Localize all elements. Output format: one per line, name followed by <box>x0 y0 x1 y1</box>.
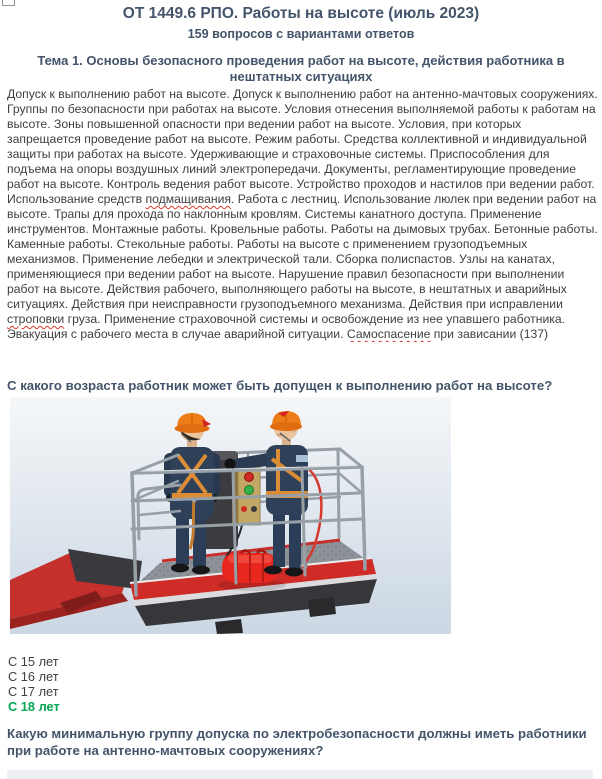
text-run: груза. Применение страховочной системы и освобождение из нее упавшего работника. Эвакуация с рабочего места в случае аварийной ситуации. <box>7 312 566 341</box>
question-2: Какую минимальную группу допуска по электробезопасности должны иметь работники при работе на антенно-мачтовых сооружениях? <box>7 726 587 758</box>
next-illustration-edge <box>7 770 593 779</box>
text-run: . Работа с лестниц. Использование люлек при ведении работ на высоте. Трапы для прохода по наклонным кровлям. Системы канатного доступа. Применение инструментов. Монтажные работы. Кровельные работы. Работы на дымовых трубах. Бетонные работы. Каменные работы. Стекольные работы. Работы на высоте с применением грузоподъемных механизмов. Применение лебедки и электрической тали. Сборка полиспастов. Узлы на канатах, применяющиеся при ведении работ на высоте. Нарушение правил безопасности при выполнении работ на высоте. Действия рабочего, выполняющего работы на высоте, в нештатных и аварийных ситуациях. Действия при неисправности грузоподъемного механизма. Действия при исправлении <box>7 192 598 311</box>
page-subtitle: 159 вопросов с вариантами ответов <box>187 27 415 41</box>
answers-list <box>8 654 60 714</box>
answer-option-correct: С 18 лет <box>8 699 60 714</box>
answer-option: С 15 лет <box>8 654 59 669</box>
topic-heading: Тема 1. Основы безопасного проведения работ на высоте, действия работника в нештатных ситуациях <box>37 53 565 84</box>
misspelled-word: подмащивания <box>145 192 231 206</box>
answer-option: С 17 лет <box>8 684 59 699</box>
aerial-lift-illustration <box>10 397 451 634</box>
misspelled-word: строповки <box>7 312 65 326</box>
misspelled-word: Самоспасение <box>346 327 431 341</box>
text-run: при зависании (137) <box>430 327 549 341</box>
aerial-lift-image <box>10 397 451 634</box>
question-1: С какого возраста работник может быть допущен к выполнению работ на высоте? <box>7 378 553 393</box>
answer-option: С 16 лет <box>8 669 59 684</box>
page-title: ОТ 1449.6 РПО. Работы на высоте (июль 2023) <box>122 5 480 22</box>
text-run: Допуск к выполнению работ на высоте. Допуск к выполнению работ на антенно-мачтовых сооружениях. Группы по безопасности при работах на высоте. Условия отнесения выполняемой работы к работам на высоте. Зоны повышенной опасности при ведении работ на высоте. Условия, при которых запрещается проведение работ на высоте. Режим работы. Средства коллективной и индивидуальной защиты при работах на высоте. Удерживающие и страховочные системы. Приспособления для подъема на опоры воздушных линий электропередачи. Документы, регламентирующие проведение работ на высоте. Контроль ведения работ высоте. Устройство проходов и настилов при ведении работ. Использование средств <box>7 87 598 206</box>
topic-description <box>7 87 598 342</box>
